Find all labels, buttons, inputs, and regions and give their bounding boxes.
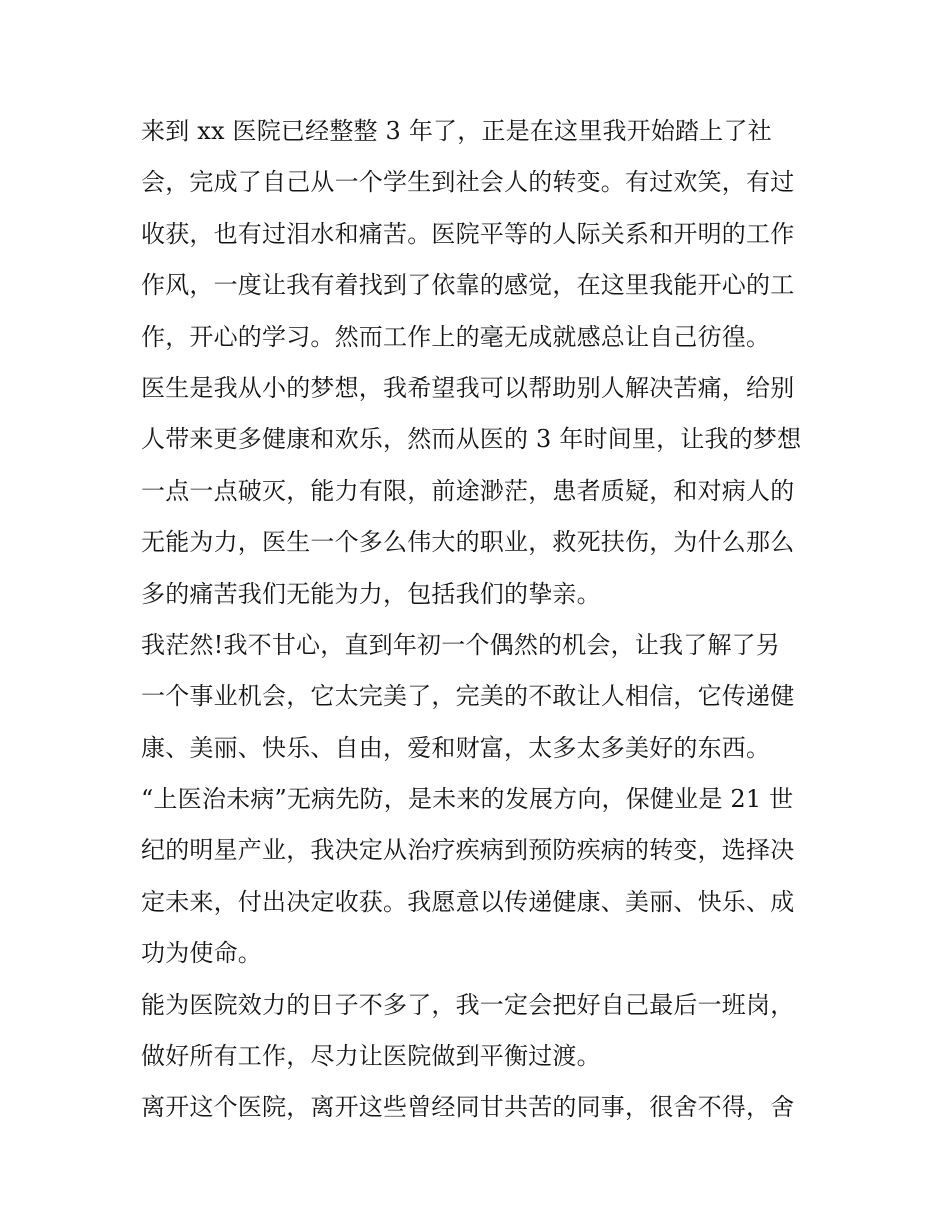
text-line: 多的痛苦我们无能为力，包括我们的挚亲。 bbox=[141, 579, 601, 608]
text-line: 医生是我从小的梦想，我希望我可以帮助别人解决苦痛，给别 bbox=[141, 373, 795, 402]
text-line: 做好所有工作，尽力让医院做到平衡过渡。 bbox=[141, 1042, 601, 1071]
text-line: 收获，也有过泪水和痛苦。医院平等的人际关系和开明的工作 bbox=[141, 219, 795, 248]
text-line: 康、美丽、快乐、自由，爱和财富，太多太多美好的东西。 bbox=[141, 733, 771, 762]
text-line: 定未来，付出决定收获。我愿意以传递健康、美丽、快乐、成 bbox=[141, 887, 795, 916]
text-line: 会，完成了自己从一个学生到社会人的转变。有过欢笑，有过 bbox=[141, 168, 795, 197]
text-line: 作，开心的学习。然而工作上的毫无成就感总让自己彷徨。 bbox=[141, 322, 771, 351]
text-line: 人带来更多健康和欢乐，然而从医的 3 年时间里，让我的梦想 bbox=[141, 425, 802, 454]
text-line: 无能为力，医生一个多么伟大的职业，救死扶伤，为什么那么 bbox=[141, 528, 795, 557]
text-line: 我茫然!我不甘心，直到年初一个偶然的机会，让我了解了另 bbox=[141, 630, 781, 659]
text-line: 纪的明星产业，我决定从治疗疾病到预防疾病的转变，选择决 bbox=[141, 836, 795, 865]
text-line: 来到 xx 医院已经整整 3 年了，正是在这里我开始踏上了社 bbox=[141, 117, 772, 145]
text-line: 能为医院效力的日子不多了，我一定会把好自己最后一班岗， bbox=[141, 990, 795, 1019]
text-line: 一个事业机会，它太完美了，完美的不敢让人相信，它传递健 bbox=[141, 682, 795, 711]
text-line: 作风，一度让我有着找到了依靠的感觉，在这里我能开心的工 bbox=[141, 271, 795, 300]
text-line: “上医治未病”无病先防，是未来的发展方向，保健业是 21 世 bbox=[141, 785, 794, 814]
text-line: 一点一点破灭，能力有限，前途渺茫，患者质疑，和对病人的 bbox=[141, 476, 795, 505]
text-line: 离开这个医院，离开这些曾经同甘共苦的同事，很舍不得，舍 bbox=[141, 1093, 795, 1122]
body-text bbox=[141, 106, 821, 1134]
text-line: 功为使命。 bbox=[141, 939, 262, 968]
